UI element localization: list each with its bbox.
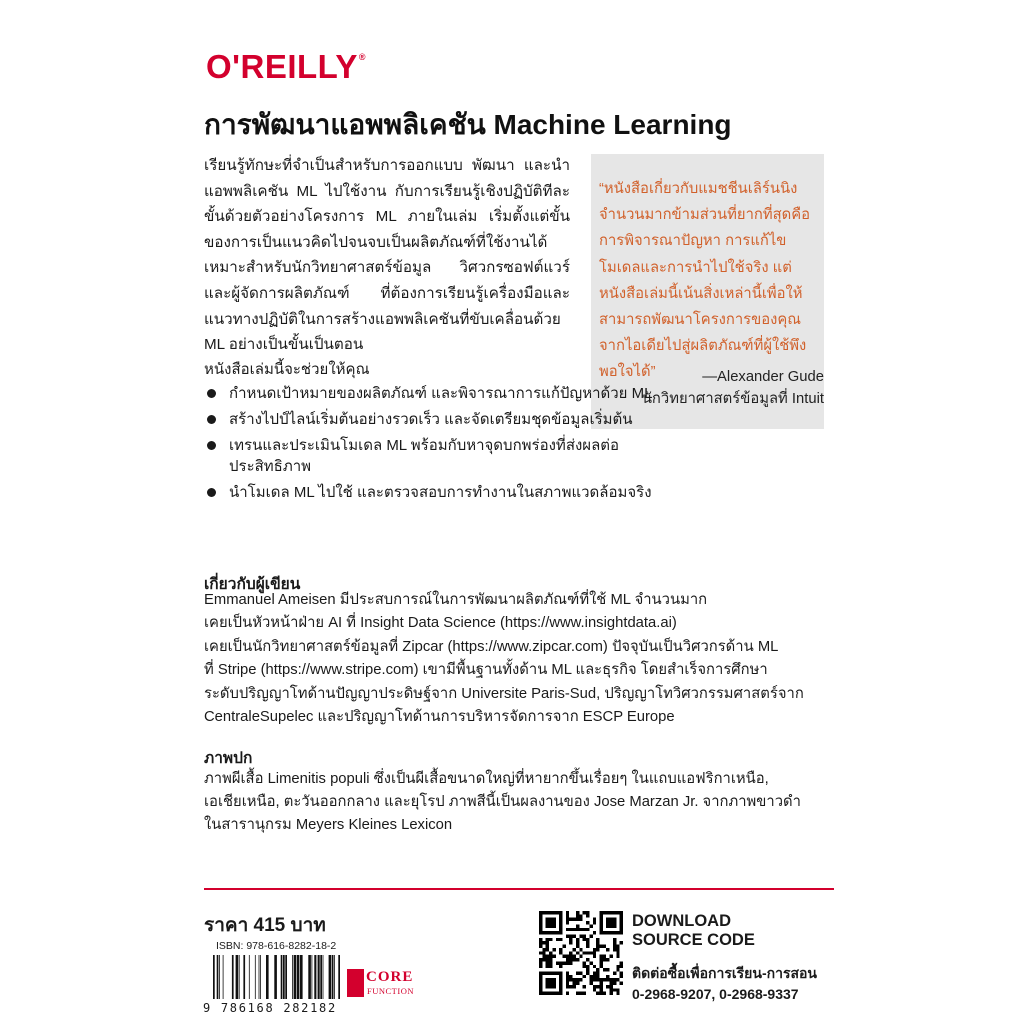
qr-module (606, 985, 609, 988)
cover-line: ในสารานุกรม Meyers Kleines Lexicon (204, 817, 453, 833)
qr-module (583, 911, 586, 914)
contact-info (632, 963, 817, 1005)
qr-code-icon (539, 911, 623, 995)
barcode-bar (283, 955, 285, 999)
qr-module (606, 948, 609, 951)
qr-module (539, 951, 542, 954)
qr-module (610, 955, 613, 958)
qr-module (586, 971, 589, 974)
quote-author-name: —Alexander Gude (702, 369, 824, 385)
qr-module (559, 938, 562, 941)
qr-module (542, 958, 545, 961)
qr-module (613, 971, 616, 974)
qr-module (566, 935, 569, 938)
qr-module (566, 921, 569, 924)
qr-module (586, 941, 589, 944)
qr-module (603, 955, 606, 958)
qr-module (576, 924, 579, 927)
qr-module (569, 951, 572, 954)
qr-module (566, 985, 569, 988)
qr-module (583, 985, 586, 988)
qr-module (596, 968, 599, 971)
quote-author-title: นักวิทยาศาสตร์ข้อมูลที่ Intuit (641, 390, 824, 407)
list-item-text: สร้างไปป์ไลน์เริ่มต้นอย่างรวดเร็ว และจัดเตรียมชุดข้อมูลเริ่มต้น (229, 410, 633, 428)
barcode-bar (329, 955, 332, 999)
qr-module (586, 951, 589, 954)
qr-module (579, 918, 582, 921)
qr-module (546, 978, 556, 988)
cover-heading: ภาพปก (204, 750, 253, 767)
barcode-bar (217, 955, 219, 999)
bullet-icon (207, 415, 216, 424)
qr-module (576, 945, 579, 948)
qr-module (593, 948, 596, 951)
qr-module (593, 988, 596, 991)
qr-module (596, 985, 599, 988)
qr-module (569, 958, 572, 961)
qr-module (596, 978, 599, 981)
qr-module (583, 965, 586, 968)
qr-module (579, 914, 582, 917)
qr-module (616, 965, 619, 968)
qr-module (563, 955, 566, 958)
logo-registered-mark: ® (358, 52, 366, 62)
qr-module (586, 968, 589, 971)
about-line: CentraleSupelec และปริญญาโทด้านการบริหารจัดการจาก ESCP Europe (204, 709, 675, 726)
isbn-label: ISBN: 978-616-8282-18-2 (216, 940, 337, 952)
qr-module (539, 941, 542, 944)
publisher-logo-mark (347, 969, 364, 997)
qr-module (576, 911, 579, 914)
qr-module (549, 961, 552, 964)
qr-module (576, 982, 579, 985)
about-line: เคยเป็นนักวิทยาศาสตร์ข้อมูลที่ Zipcar (https://www.zipcar.com) ปัจจุบันเป็นวิศวกรด้าน ML (204, 638, 779, 655)
barcode-bar (323, 955, 324, 999)
barcode-bar (274, 955, 277, 999)
qr-module (579, 978, 582, 981)
barcode-bar (243, 955, 245, 999)
list-item (204, 435, 674, 478)
qr-module (573, 955, 576, 958)
qr-module (583, 951, 586, 954)
qr-module (573, 935, 576, 938)
qr-module (566, 978, 569, 981)
quote-text: “หนังสือเกี่ยวกับแมชชีนเลิร์นนิงจำนวนมากข้ามส่วนที่ยากที่สุดคือการพิจารณาปัญหา การแก้ไขโมเดลและการนำไปใช้จริง แต่หนังสือเล่มนี้เน้นสิ่งเหล่านี้เพื่อให้สามารถพัฒนาโครงการของคุณจากไอเดียไปสู่ผลิตภัณฑ์ที่ผู้ใช้พึงพอใจได้” (599, 181, 811, 381)
barcode-bar (239, 955, 240, 999)
qr-module (542, 955, 545, 958)
qr-module (569, 935, 572, 938)
qr-module (616, 968, 619, 971)
qr-module (573, 948, 576, 951)
qr-module (576, 971, 579, 974)
qr-module (546, 948, 549, 951)
qr-module (546, 958, 549, 961)
qr-module (573, 978, 576, 981)
download-source-code (632, 912, 755, 949)
qr-module (599, 982, 602, 985)
barcode-bar (297, 955, 300, 999)
barcode-bar (232, 955, 234, 999)
qr-module (616, 955, 619, 958)
qr-module (539, 965, 542, 968)
qr-module (566, 975, 569, 978)
qr-module (596, 975, 599, 978)
about-line: ระดับปริญญาโทด้านปัญญาประดิษฐ์จาก Universite Paris-Sud, ปริญญาโทวิศวกรรมศาสตร์จาก (204, 685, 804, 702)
qr-module (589, 924, 592, 927)
qr-module (613, 988, 616, 991)
qr-module (586, 914, 589, 917)
qr-module (603, 978, 606, 981)
qr-module (610, 978, 613, 981)
qr-module (576, 958, 579, 961)
qr-module (576, 978, 579, 981)
qr-module (583, 928, 586, 931)
qr-module (603, 945, 606, 948)
qr-module (549, 938, 552, 941)
qr-module (613, 948, 616, 951)
qr-module (566, 918, 569, 921)
cover-body (204, 768, 829, 837)
qr-module (593, 985, 596, 988)
qr-module (579, 955, 582, 958)
footer-divider (204, 888, 834, 890)
qr-module (596, 938, 599, 941)
list-item (204, 482, 674, 503)
qr-module (589, 982, 592, 985)
qr-module (586, 965, 589, 968)
qr-module (583, 975, 586, 978)
qr-module (616, 951, 619, 954)
qr-module (566, 914, 569, 917)
qr-module (579, 928, 582, 931)
qr-module (613, 938, 616, 941)
about-author-body (204, 589, 829, 729)
about-line: เคยเป็นหัวหน้าฝ่าย AI ที่ Insight Data Science (https://www.insightdata.ai) (204, 615, 677, 632)
qr-module (573, 982, 576, 985)
list-item-text: นำโมเดล ML ไปใช้ และตรวจสอบการทำงานในสภาพแวดล้อมจริง (229, 484, 652, 502)
barcode-bar (223, 955, 224, 999)
qr-module (589, 975, 592, 978)
qr-module (583, 935, 586, 938)
qr-module (579, 971, 582, 974)
qr-module (616, 948, 619, 951)
qr-module (566, 961, 569, 964)
qr-module (593, 955, 596, 958)
qr-module (569, 928, 572, 931)
qr-module (573, 958, 576, 961)
barcode-bar (312, 955, 313, 999)
qr-module (546, 938, 549, 941)
publisher-subname: FUNCTION (367, 986, 414, 996)
download-line: SOURCE CODE (632, 930, 755, 949)
qr-module (613, 978, 616, 981)
qr-module (546, 945, 549, 948)
book-title: การพัฒนาแอพพลิเคชัน Machine Learning (204, 109, 732, 140)
qr-module (566, 958, 569, 961)
qr-module (583, 938, 586, 941)
barcode-bar (294, 955, 297, 999)
qr-module (549, 965, 552, 968)
qr-module (559, 965, 562, 968)
qr-module (610, 982, 613, 985)
barcode-bar (285, 955, 287, 999)
qr-module (620, 965, 623, 968)
qr-module (556, 938, 559, 941)
barcode-bar (300, 955, 303, 999)
qr-module (599, 965, 602, 968)
barcode-bar (314, 955, 316, 999)
qr-module (563, 961, 566, 964)
qr-module (569, 985, 572, 988)
qr-module (576, 941, 579, 944)
qr-module (593, 918, 596, 921)
qr-module (616, 978, 619, 981)
qr-module (566, 955, 569, 958)
barcode-bar (338, 955, 340, 999)
barcode-bar (292, 955, 293, 999)
barcode-bar (249, 955, 250, 999)
list-item-text: เทรนและประเมินโมเดล ML พร้อมกับหาจุดบกพร่องที่ส่งผลต่อประสิทธิภาพ (229, 436, 620, 476)
qr-module (546, 918, 556, 928)
qr-module (596, 941, 599, 944)
qr-module (573, 985, 576, 988)
qr-module (569, 938, 572, 941)
barcode-bar (260, 955, 261, 999)
qr-module (573, 928, 576, 931)
qr-module (606, 958, 609, 961)
helps-heading: หนังสือเล่มนี้จะช่วยให้คุณ (204, 361, 370, 378)
qr-module (586, 945, 589, 948)
qr-module (596, 948, 599, 951)
qr-module (616, 945, 619, 948)
barcode-bar (259, 955, 260, 999)
qr-module (599, 961, 602, 964)
qr-module (613, 945, 616, 948)
qr-module (596, 992, 599, 995)
qr-module (566, 928, 569, 931)
qr-module (599, 945, 602, 948)
qr-module (549, 955, 552, 958)
qr-module (542, 948, 545, 951)
logo-text: O'REILLY (206, 48, 358, 85)
barcode-bar (332, 955, 334, 999)
qr-module (620, 982, 623, 985)
qr-module (556, 961, 559, 964)
qr-module (613, 982, 616, 985)
qr-module (599, 955, 602, 958)
qr-module (610, 985, 613, 988)
qr-module (603, 992, 606, 995)
qr-module (569, 975, 572, 978)
price-label: ราคา 415 บาท (204, 915, 326, 936)
qr-module (596, 945, 599, 948)
qr-module (539, 938, 542, 941)
qr-module (589, 961, 592, 964)
qr-module (586, 928, 589, 931)
qr-module (576, 951, 579, 954)
qr-module (546, 965, 549, 968)
bullet-icon (207, 389, 216, 398)
barcode-bar (236, 955, 239, 999)
barcode-bar (219, 955, 220, 999)
qr-module (583, 961, 586, 964)
qr-module (552, 955, 555, 958)
barcode-bar (213, 955, 215, 999)
qr-module (559, 951, 562, 954)
qr-module (589, 935, 592, 938)
qr-module (589, 951, 592, 954)
qr-module (569, 941, 572, 944)
qr-module (569, 961, 572, 964)
qr-module (586, 938, 589, 941)
list-item-text: กำหนดเป้าหมายของผลิตภัณฑ์ และพิจารณาการแก้ปัญหาด้วย ML (229, 385, 653, 402)
publisher-name: CORE (366, 969, 414, 985)
barcode-icon (213, 955, 341, 999)
qr-module (566, 971, 569, 974)
download-line: DOWNLOAD (632, 912, 731, 930)
qr-module (569, 978, 572, 981)
qr-module (593, 978, 596, 981)
qr-module (549, 951, 552, 954)
qr-module (566, 911, 569, 914)
qr-module (539, 958, 542, 961)
qr-module (606, 975, 609, 978)
qr-module (542, 951, 545, 954)
barcode-bar (281, 955, 283, 999)
list-item (204, 409, 674, 430)
about-line: Emmanuel Ameisen มีประสบการณ์ในการพัฒนาผลิตภัณฑ์ที่ใช้ ML จำนวนมาก (204, 592, 708, 608)
qr-module (603, 958, 606, 961)
qr-module (589, 978, 592, 981)
qr-module (593, 931, 596, 934)
qr-module (559, 961, 562, 964)
qr-module (599, 978, 602, 981)
barcode-bar (266, 955, 269, 999)
qr-module (593, 965, 596, 968)
qr-module (616, 992, 619, 995)
qr-module (599, 985, 602, 988)
barcode-bar (320, 955, 322, 999)
qr-module (566, 982, 569, 985)
qr-module (616, 988, 619, 991)
qr-module (599, 992, 602, 995)
qr-module (599, 988, 602, 991)
qr-module (620, 941, 623, 944)
qr-module (576, 918, 579, 921)
bullet-icon (207, 441, 216, 450)
qr-module (593, 951, 596, 954)
qr-module (539, 961, 542, 964)
qr-module (603, 968, 606, 971)
qr-module (593, 975, 596, 978)
qr-module (593, 921, 596, 924)
cover-line: ภาพผีเสื้อ Limenitis populi ซึ่งเป็นผีเสื้อขนาดใหญ่ที่หายากขึ้นเรื่อยๆ ในแถบแอฟริกาเหนือ, (204, 771, 769, 787)
publisher-logo (347, 969, 433, 997)
qr-module (576, 928, 579, 931)
qr-module (579, 992, 582, 995)
qr-module (576, 992, 579, 995)
qr-module (583, 992, 586, 995)
qr-module (546, 955, 549, 958)
qr-module (579, 935, 582, 938)
barcode-bar (308, 955, 311, 999)
about-line: ที่ Stripe (https://www.stripe.com) เขามีพื้นฐานทั้งด้าน ML และธุรกิจ โดยสำเร็จการศึกษา (204, 662, 768, 679)
intro-paragraph: เรียนรู้ทักษะที่จำเป็นสำหรับการออกแบบ พัฒนา และนำแอพพลิเคชัน ML ไปใช้งาน กับการเรียนรู้เชิงปฏิบัติทีละขั้นด้วยตัวอย่างโครงการ ML ภายในเล่ม เริ่มตั้งแต่ขั้นของการเป็นแนวคิดไปจนจบเป็นผลิตภัณฑ์ที่ใช้งานได้ เหมาะสำหรับนักวิทยาศาสตร์ข้อมูล วิศวกรซอฟต์แวร์ และผู้จัดการผลิตภัณฑ์ ที่ต้องการเรียนรู้เครื่องมือและแนวทางปฏิบัติในการสร้างแอพพลิเคชันที่ขับเคลื่อนด้วย ML อย่างเป็นขั้นเป็นตอน (204, 157, 570, 354)
barcode-number: 9 786168 282182 (203, 1001, 337, 1015)
qr-module (606, 968, 609, 971)
barcode-bar (318, 955, 320, 999)
qr-module (599, 958, 602, 961)
contact-label: ติดต่อซื้อเพื่อการเรียน-การสอน (632, 965, 817, 981)
qr-module (569, 918, 572, 921)
qr-module (620, 961, 623, 964)
qr-module (596, 971, 599, 974)
contact-phones: 0-2968-9207, 0-2968-9337 (632, 986, 799, 1002)
qr-module (593, 971, 596, 974)
qr-module (606, 978, 609, 981)
qr-module (586, 911, 589, 914)
helps-list (204, 383, 674, 508)
barcode-bar (334, 955, 335, 999)
cover-line: เอเชียเหนือ, ตะวันออกกลาง และยุโรป ภาพสีนี้เป็นผลงานของ Jose Marzan Jr. จากภาพขาวดำ (204, 794, 801, 810)
qr-module (579, 948, 582, 951)
qr-module (586, 958, 589, 961)
oreilly-logo (206, 48, 366, 86)
qr-module (546, 941, 549, 944)
qr-module (542, 941, 545, 944)
qr-module (539, 945, 542, 948)
qr-module (576, 914, 579, 917)
qr-module (559, 948, 562, 951)
qr-module (576, 938, 579, 941)
bullet-icon (207, 488, 216, 497)
qr-module (620, 971, 623, 974)
barcode-bar (255, 955, 256, 999)
qr-module (606, 918, 616, 928)
qr-module (546, 961, 549, 964)
barcode-bar (317, 955, 318, 999)
qr-module (549, 958, 552, 961)
qr-module (620, 975, 623, 978)
qr-module (610, 992, 613, 995)
qr-module (586, 921, 589, 924)
qr-module (552, 948, 555, 951)
qr-module (613, 941, 616, 944)
qr-module (569, 955, 572, 958)
qr-module (610, 988, 613, 991)
list-item (204, 383, 674, 404)
qr-module (563, 945, 566, 948)
qr-module (566, 992, 569, 995)
qr-module (573, 918, 576, 921)
about-author-heading: เกี่ยวกับผู้เขียน (204, 576, 301, 593)
